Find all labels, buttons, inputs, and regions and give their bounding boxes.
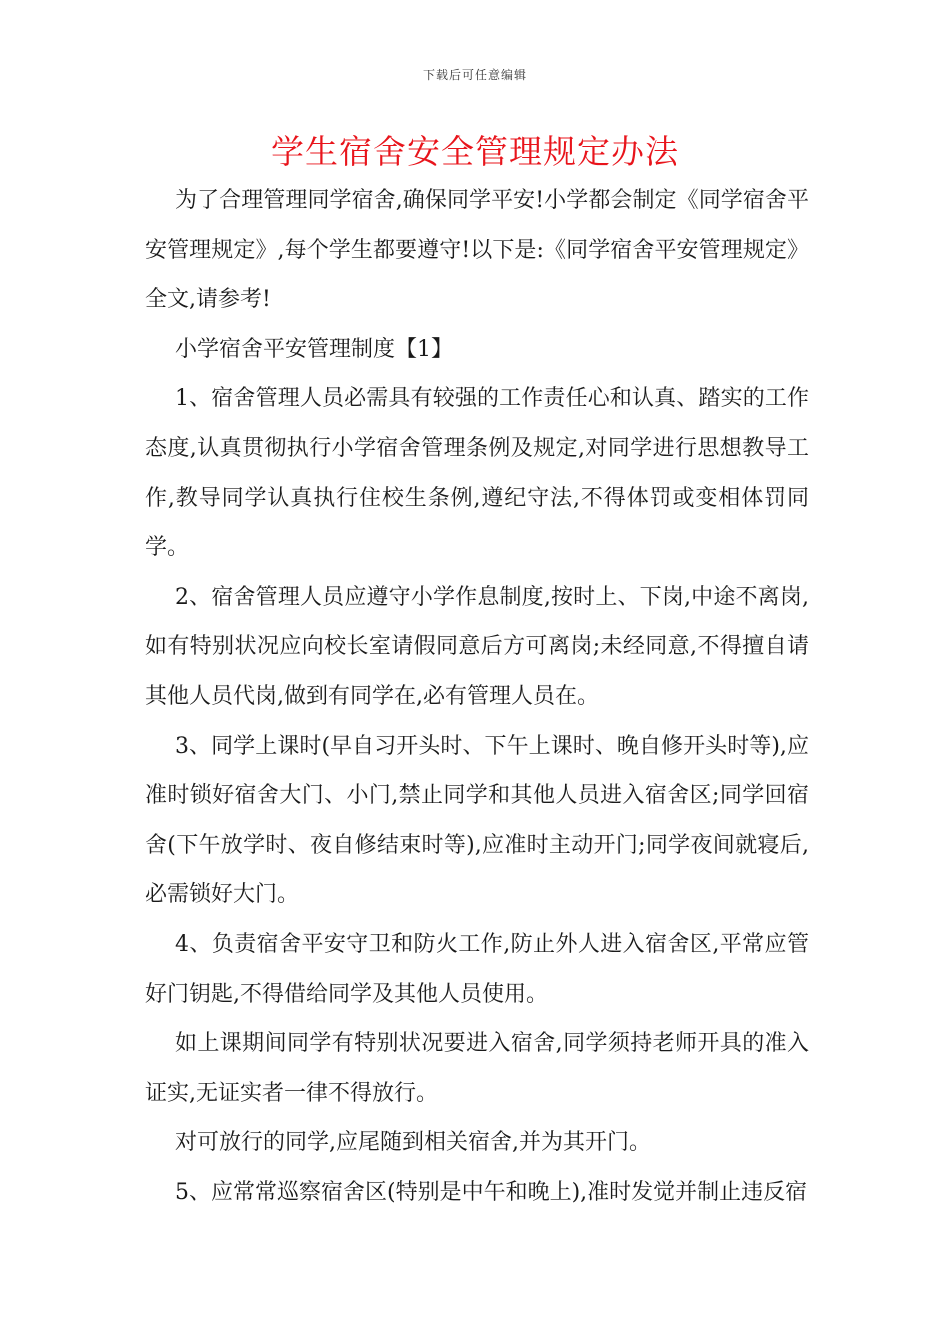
section-heading: 小学宿舍平安管理制度【1】 — [175, 336, 453, 362]
rule-paragraph-2: 2、宿舍管理人员应遵守小学作息制度,按时上、下岗,中途不离岗,如有特别状况应向校长室请假同意后方可离岗;未经同意,不得擅自请其他人员代岗,做到有同学在,必有管理人员在。 — [145, 584, 809, 709]
rule-paragraph-1: 1、宿舍管理人员必需具有较强的工作责任心和认真、踏实的工作态度,认真贯彻执行小学宿舍管理条例及规定,对同学进行思想教导工作,教导同学认真执行住校生条例,遵纪守法,不得体罚或变相体罚同学。 — [145, 386, 809, 561]
document-title: 学生宿舍安全管理规定办法 — [271, 132, 679, 171]
rule-paragraph-5: 5、应常常巡察宿舍区(特别是中午和晚上),准时发觉并制止违反宿 — [175, 1179, 808, 1205]
rule-note-paragraph-1: 如上课期间同学有特别状况要进入宿舍,同学须持老师开具的准入证实,无证实者一律不得放行。 — [145, 1031, 809, 1106]
rule-paragraph-4: 4、负责宿舍平安守卫和防火工作,防止外人进入宿舍区,平常应管好门钥匙,不得借给同学及其他人员使用。 — [145, 931, 809, 1007]
intro-paragraph: 为了合理管理同学宿舍,确保同学平安!小学都会制定《同学宿舍平安管理规定》,每个学生都要遵守!以下是:《同学宿舍平安管理规定》全文,请参考! — [145, 188, 809, 313]
document-body — [145, 176, 809, 1217]
rule-note-paragraph-2: 对可放行的同学,应尾随到相关宿舍,并为其开门。 — [175, 1130, 651, 1156]
header-note: 下载后可任意编辑 — [422, 68, 527, 82]
rule-paragraph-3: 3、同学上课时(早自习开头时、下午上课时、晚自修开头时等),应准时锁好宿舍大门、小门,禁止同学和其他人员进入宿舍区;同学回宿舍(下午放学时、夜自修结束时等),应准时主动开门;同学夜间就寝后,必需锁好大门。 — [145, 733, 809, 908]
